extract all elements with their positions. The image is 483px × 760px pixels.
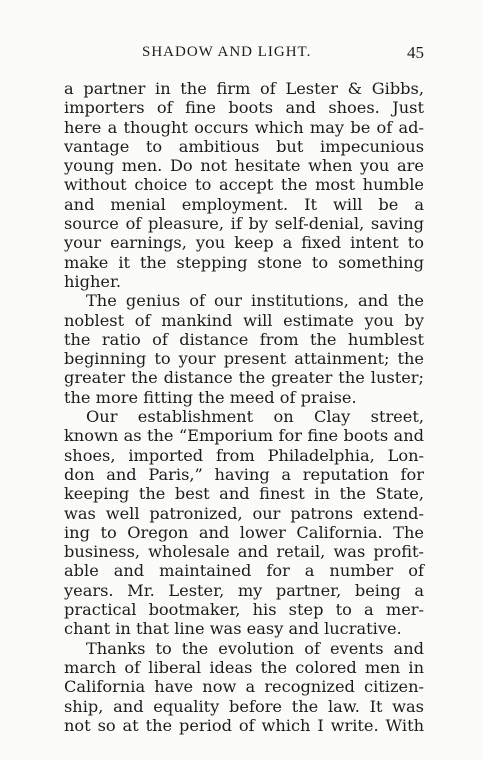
text-line: your earnings, you keep a fixed intent to bbox=[64, 233, 424, 253]
text-line: not so at the period of which I write. With bbox=[64, 715, 424, 735]
text-line: beginning to your present attainment; the bbox=[64, 349, 424, 369]
text-line: California have now a recognized citizen- bbox=[64, 677, 424, 697]
text-line: source of pleasure, if by self-denial, saving bbox=[64, 214, 424, 234]
text-line: able and maintained for a number of bbox=[64, 561, 424, 581]
text-line: keeping the best and finest in the State, bbox=[64, 484, 424, 504]
text-line: a partner in the firm of Lester & Gibbs, bbox=[64, 79, 424, 98]
text-line: make it the stepping stone to something bbox=[64, 252, 424, 272]
text-line: Thanks to the evolution of events and bbox=[86, 638, 424, 658]
text-line: The genius of our institutions, and the bbox=[86, 291, 424, 311]
body-text bbox=[64, 79, 424, 735]
text-line: here a thought occurs which may be of ad- bbox=[64, 117, 424, 137]
text-line: without choice to accept the most humble bbox=[64, 175, 424, 195]
text-line: shoes, imported from Philadelphia, Lon- bbox=[64, 445, 424, 465]
text-line: was well patronized, our patrons extend- bbox=[64, 503, 424, 523]
page-number: 45 bbox=[407, 43, 424, 62]
text-line: don and Paris,” having a reputation for bbox=[64, 464, 424, 484]
text-line: and menial employment. It will be a bbox=[64, 194, 424, 214]
text-line: the more fitting the meed of praise. bbox=[64, 387, 357, 407]
text-line: chant in that line was easy and lucrative. bbox=[64, 619, 402, 639]
text-line: young men. Do not hesitate when you are bbox=[64, 156, 424, 176]
text-line: business, wholesale and retail, was profit- bbox=[64, 542, 424, 562]
text-line: noblest of mankind will estimate you by bbox=[64, 310, 424, 330]
text-line: importers of fine boots and shoes. Just bbox=[64, 98, 424, 118]
text-line: greater the distance the greater the luster; bbox=[64, 368, 424, 388]
text-line: Our establishment on Clay street, bbox=[86, 407, 424, 427]
text-line: the ratio of distance from the humblest bbox=[64, 329, 424, 349]
text-line: practical bootmaker, his step to a mer- bbox=[64, 600, 424, 620]
text-line: ing to Oregon and lower California. The bbox=[64, 522, 424, 542]
page-header bbox=[64, 44, 424, 64]
running-title: SHADOW AND LIGHT. bbox=[142, 44, 312, 60]
text-line: ship, and equality before the law. It was bbox=[64, 696, 424, 716]
text-line: higher. bbox=[64, 271, 122, 291]
text-line: march of liberal ideas the colored men in bbox=[64, 657, 424, 677]
text-line: vantage to ambitious but impecunious bbox=[64, 136, 424, 156]
text-line: years. Mr. Lester, my partner, being a bbox=[64, 580, 424, 600]
text-line: known as the “Emporium for fine boots and bbox=[64, 426, 424, 446]
